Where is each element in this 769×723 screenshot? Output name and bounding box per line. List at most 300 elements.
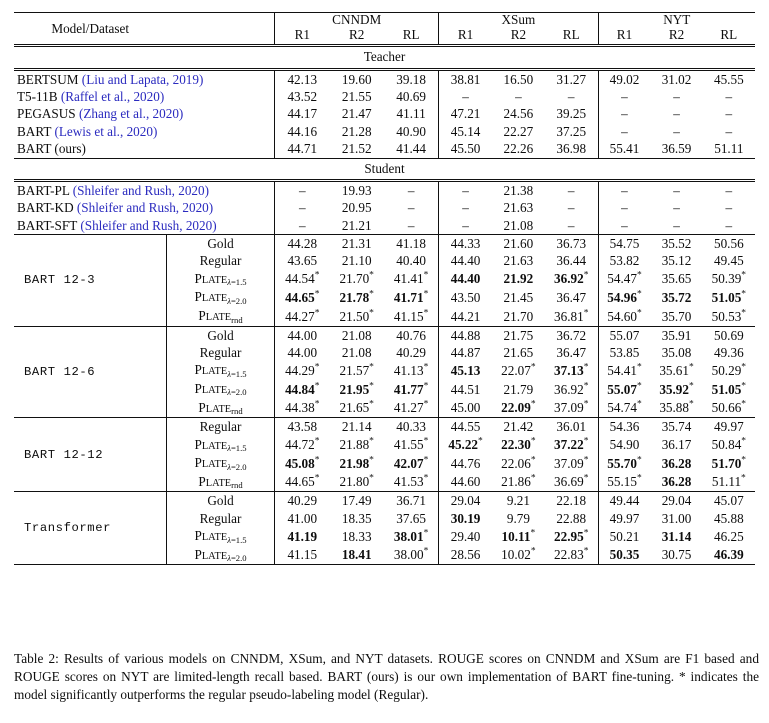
metric-cell: 35.61* <box>659 362 694 378</box>
variant-header-spacer <box>166 13 274 46</box>
metric-cell: 35.92* <box>659 381 694 397</box>
significance-star: * <box>688 399 694 410</box>
metric-cell: – <box>725 123 733 139</box>
metric-cell: 39.18 <box>384 69 439 88</box>
metric-cell: 21.28 <box>341 123 372 139</box>
metric-cell: 37.25 <box>556 123 587 139</box>
variant-cell <box>166 454 274 473</box>
metric-cell: 50.39* <box>711 271 747 287</box>
metric-cell: 50.84* <box>711 436 747 453</box>
metric-cell: 44.71 <box>275 140 330 158</box>
metric-cell: 18.35 <box>341 510 372 526</box>
metric-cell: 36.71 <box>384 492 439 510</box>
metric-cell: – <box>598 199 650 216</box>
metric-cell: 38.81 <box>439 69 492 88</box>
significance-star: * <box>636 473 642 484</box>
table-caption <box>14 650 759 704</box>
metric-cell: 49.97 <box>703 418 755 436</box>
metric-cell: 45.08* <box>275 454 330 473</box>
significance-star: * <box>583 546 589 557</box>
metric-cell: – <box>275 217 330 235</box>
variant-cell <box>166 252 274 269</box>
significance-star: * <box>314 362 320 373</box>
metric-cell: 50.56 <box>703 234 755 252</box>
table-row <box>14 69 755 88</box>
metric-cell: 21.38 <box>492 180 545 199</box>
metric-cell: 21.50* <box>339 308 374 324</box>
metric-cell: 21.14 <box>329 418 384 436</box>
metric-cell: 44.00 <box>275 326 330 344</box>
metric-cell: 36.59 <box>661 141 692 157</box>
metric-cell: – <box>725 217 733 233</box>
metric-cell: 21.75 <box>492 326 545 344</box>
metric-cell: 45.07 <box>703 492 755 510</box>
metric-header: R2 <box>668 27 685 43</box>
model-name-cell <box>14 88 275 105</box>
metric-cell: 21.78* <box>339 289 374 305</box>
significance-star: * <box>423 381 429 392</box>
metric-cell: 50.21 <box>598 527 650 546</box>
metric-cell: 35.08 <box>661 344 692 360</box>
metric-cell: 45.13 <box>439 361 492 380</box>
model-name: BART-KD <box>17 200 74 216</box>
dataset-group-header: CNNDM <box>275 13 439 29</box>
caption-text: Results of various models on CNNDM, XSum, and NYT datasets. ROUGE scores on CNNDM and XSum are F1 based and ROUGE scores on NYT are limited-length recall based. BART (ours) is our own implementation of BART fine-tuning. * indicates the model significantly outperforms the regular pseudo-labeling model (Regular). <box>14 651 759 703</box>
model-dataset-header: Model/Dataset <box>14 13 166 46</box>
metric-cell: – <box>567 217 575 233</box>
metric-cell: 43.52 <box>275 88 330 105</box>
metric-cell: – <box>439 180 492 199</box>
metric-cell: – <box>439 88 492 105</box>
metric-cell: 21.45 <box>503 290 534 305</box>
metric-cell: – <box>275 199 330 216</box>
metric-cell: 36.44 <box>556 253 587 269</box>
metric-cell: 51.11* <box>711 473 746 490</box>
metric-cell: 21.88* <box>339 436 374 453</box>
metric-cell: 54.47* <box>598 270 650 289</box>
metric-cell: 20.95 <box>341 200 372 216</box>
metric-cell: 53.85 <box>598 344 650 361</box>
variant-cell <box>166 326 274 344</box>
plate-label: $PLATE_{\lambda=1.5}$ <box>194 270 247 288</box>
metric-cell: 22.30* <box>501 436 536 453</box>
significance-star: * <box>423 436 429 447</box>
metric-cell: 18.33 <box>341 528 372 544</box>
metric-cell: 21.63 <box>503 200 534 216</box>
metric-cell: – <box>673 106 680 122</box>
metric-cell: 40.69 <box>396 89 426 105</box>
metric-cell: 36.98 <box>556 141 587 157</box>
table-figure-page <box>0 12 769 723</box>
metric-cell: – <box>650 180 702 199</box>
metric-cell: 21.79 <box>503 381 534 397</box>
metric-cell: 41.77* <box>393 381 429 397</box>
metric-cell: 21.08 <box>341 344 372 360</box>
metric-cell: 55.07* <box>598 380 650 399</box>
table-row <box>14 140 755 158</box>
metric-cell: 45.00 <box>439 398 492 417</box>
significance-star: * <box>530 473 536 484</box>
metric-cell: 44.84* <box>275 380 330 399</box>
metric-cell: 21.98* <box>339 455 374 471</box>
metric-cell: 31.14 <box>661 528 692 544</box>
variant-cell <box>166 270 274 289</box>
citation-link[interactable]: (Shleifer and Rush, 2020) <box>76 200 214 216</box>
metric-cell: 29.40 <box>439 527 492 546</box>
metric-cell: 42.13 <box>275 69 330 88</box>
metric-cell: 44.40 <box>439 252 492 269</box>
metric-cell: 22.09* <box>501 399 536 416</box>
significance-star: * <box>636 308 642 319</box>
model-name-cell <box>14 180 275 199</box>
variant-label: Regular <box>199 253 242 269</box>
plate-label: $PLATE_{\lambda=2.0}$ <box>194 546 247 564</box>
model-name-cell <box>14 123 275 140</box>
metric-cell: 44.76 <box>439 454 492 473</box>
metric-cell: 35.88* <box>659 399 694 416</box>
metric-cell: 49.44 <box>598 492 650 510</box>
metric-cell: 19.60 <box>329 69 384 88</box>
metric-cell: 10.11* <box>501 528 536 544</box>
table-row <box>14 492 755 510</box>
metric-cell: 21.21 <box>341 217 372 233</box>
significance-star: * <box>741 308 747 319</box>
citation-link[interactable]: (Raffel et al., 2020) <box>60 89 165 105</box>
metric-cell: 49.45 <box>713 253 744 269</box>
significance-star: * <box>741 362 747 373</box>
metric-cell: 54.74* <box>598 398 650 417</box>
metric-cell: 39.25 <box>556 106 587 122</box>
significance-star: * <box>741 455 747 466</box>
metric-cell: 50.29* <box>711 362 747 378</box>
metric-cell: 41.53* <box>393 473 429 490</box>
metric-cell: 21.42 <box>492 418 545 436</box>
metric-cell: 44.17 <box>275 105 330 122</box>
metric-cell: 46.39 <box>713 547 744 563</box>
metric-cell: 22.83* <box>554 546 589 563</box>
metric-cell: 41.15 <box>275 546 330 565</box>
metric-cell: 29.04 <box>650 492 702 510</box>
metric-header: RL <box>720 27 738 43</box>
metric-cell: 45.55 <box>703 69 755 88</box>
metric-cell: 49.97 <box>598 510 650 527</box>
metric-cell: 49.36 <box>713 344 744 360</box>
metric-cell: 54.60* <box>598 307 650 326</box>
significance-star: * <box>583 381 589 392</box>
variant-cell <box>166 473 274 492</box>
metric-cell: 22.88 <box>556 510 587 526</box>
significance-star: * <box>314 289 320 300</box>
significance-star: * <box>369 289 374 300</box>
metric-cell: 9.21 <box>492 492 545 510</box>
significance-star: * <box>636 271 642 282</box>
metric-cell: 40.90 <box>396 123 426 139</box>
metric-cell: 44.54* <box>275 270 330 289</box>
metric-cell: 55.07 <box>598 326 650 344</box>
metric-cell: 24.56 <box>503 106 534 122</box>
significance-star: * <box>583 399 589 410</box>
significance-star: * <box>741 289 747 300</box>
metric-cell: 44.16 <box>275 123 330 140</box>
metric-cell: 44.27* <box>275 307 330 326</box>
metric-header: R1 <box>439 28 492 46</box>
metric-cell: 40.33 <box>384 418 439 436</box>
metric-cell: 21.55 <box>341 89 372 105</box>
significance-star: * <box>530 528 536 539</box>
dataset-group-header: NYT <box>598 13 755 29</box>
significance-star: * <box>423 399 429 410</box>
significance-star: * <box>636 399 642 410</box>
plate-label: $PLATE_{\lambda=1.5}$ <box>194 528 247 545</box>
significance-star: * <box>530 455 536 466</box>
citation-link[interactable]: (Zhang et al., 2020) <box>78 106 184 122</box>
variant-label: Regular <box>199 510 242 526</box>
significance-star: * <box>636 455 642 466</box>
metric-cell: – <box>439 217 492 235</box>
caption-label: Table 2: <box>14 651 59 666</box>
metric-cell: 36.73 <box>545 234 598 252</box>
metric-cell: 36.47 <box>556 290 587 305</box>
metric-cell: 29.04 <box>439 492 492 510</box>
metric-cell: 37.22* <box>554 436 589 453</box>
metric-cell: 50.35 <box>598 546 650 565</box>
metric-cell: 54.96* <box>598 288 650 307</box>
significance-star: * <box>423 289 429 300</box>
metric-cell: 21.80* <box>339 473 374 490</box>
metric-cell: 55.15* <box>598 473 650 492</box>
metric-cell: 45.88 <box>713 510 744 526</box>
table-row <box>14 418 755 436</box>
variant-cell <box>166 307 274 326</box>
metric-cell: – <box>407 200 415 216</box>
variant-cell <box>166 288 274 307</box>
table-row <box>14 180 755 199</box>
significance-star: * <box>530 362 536 373</box>
significance-star: * <box>741 473 746 484</box>
significance-star: * <box>423 308 429 319</box>
model-name: BART-SFT <box>17 217 78 233</box>
significance-star: * <box>369 436 374 447</box>
metric-cell: – <box>725 106 733 122</box>
table-bottom-rule <box>14 565 755 566</box>
variant-cell <box>166 510 274 527</box>
metric-cell: 21.47 <box>341 106 372 122</box>
significance-star: * <box>369 362 374 373</box>
model-name: BERTSUM <box>17 71 79 87</box>
model-block-label: BART 12-3 <box>14 234 166 326</box>
significance-star: * <box>688 362 694 373</box>
metric-cell: 44.29* <box>275 361 330 380</box>
metric-cell: 35.12 <box>661 253 692 269</box>
metric-cell: 45.14 <box>439 123 492 140</box>
metric-cell: – <box>598 123 650 140</box>
metric-cell: 21.65 <box>503 344 534 360</box>
metric-cell: 36.92* <box>554 271 589 287</box>
metric-cell: 50.66* <box>711 399 747 416</box>
significance-star: * <box>314 271 320 282</box>
metric-cell: 44.21 <box>439 307 492 326</box>
metric-cell: 22.95* <box>554 528 589 544</box>
variant-cell <box>166 527 274 546</box>
metric-cell: 55.70* <box>598 454 650 473</box>
model-name-cell <box>14 69 275 88</box>
metric-cell: 21.70 <box>503 308 534 324</box>
significance-star: * <box>314 436 320 447</box>
metric-cell: 43.65 <box>275 252 330 269</box>
metric-cell: 31.00 <box>661 510 692 526</box>
variant-label: Gold <box>207 327 234 343</box>
metric-cell: 51.05* <box>711 381 747 397</box>
metric-cell: 35.74 <box>650 418 702 436</box>
metric-cell: – <box>673 217 680 233</box>
metric-cell: 19.93 <box>329 180 384 199</box>
metric-cell: – <box>725 200 733 216</box>
metric-cell: 37.09* <box>554 455 589 471</box>
metric-cell: – <box>545 180 598 199</box>
metric-header: RL <box>402 27 420 43</box>
citation-link[interactable]: (Liu and Lapata, 2019) <box>81 71 204 87</box>
significance-star: * <box>369 473 374 484</box>
variant-cell <box>166 398 274 417</box>
metric-cell: 36.01 <box>545 418 598 436</box>
metric-cell: 35.65 <box>661 271 692 287</box>
metric-cell: 45.50 <box>439 140 492 158</box>
model-name: T5-11B <box>17 89 58 105</box>
metric-cell: 41.13* <box>393 362 429 378</box>
metric-cell: – <box>598 88 650 105</box>
variant-label: Gold <box>207 236 234 252</box>
metric-cell: 54.41* <box>598 361 650 380</box>
significance-star: * <box>369 455 374 466</box>
significance-star: * <box>314 473 320 484</box>
metric-cell: 35.52 <box>650 234 702 252</box>
metric-cell: 41.15* <box>393 308 429 324</box>
metric-cell: 22.26 <box>503 141 534 157</box>
metric-cell: 44.60 <box>439 473 492 492</box>
plate-label: $PLATE_{rnd}$ <box>198 473 243 491</box>
significance-star: * <box>741 271 747 282</box>
model-block-label: Transformer <box>14 492 166 565</box>
metric-cell: 44.55 <box>439 418 492 436</box>
metric-header: R2 <box>349 27 365 43</box>
significance-star: * <box>583 436 589 447</box>
metric-cell: 44.65* <box>275 288 330 307</box>
metric-header: R1 <box>598 28 650 46</box>
metric-cell: 54.90 <box>598 435 650 454</box>
metric-cell: 41.27* <box>393 399 429 416</box>
metric-cell: – <box>439 199 492 216</box>
variant-label: Gold <box>207 493 234 509</box>
metric-cell: 44.00 <box>275 344 330 361</box>
metric-cell: 28.56 <box>439 546 492 565</box>
metric-cell: 40.29 <box>275 492 330 510</box>
metric-cell: 35.72 <box>661 290 692 305</box>
metric-cell: 36.81* <box>554 308 589 324</box>
plate-label: $PLATE_{\lambda=2.0}$ <box>194 289 247 306</box>
metric-cell: 41.11 <box>396 106 426 122</box>
table-row <box>14 105 755 122</box>
section-band-label: Student <box>14 158 755 180</box>
significance-star: * <box>423 528 429 539</box>
metric-cell: – <box>673 89 680 105</box>
table-row <box>14 123 755 140</box>
plate-label: $PLATE_{\lambda=1.5}$ <box>194 362 247 379</box>
significance-star: * <box>423 271 429 282</box>
significance-star: * <box>314 455 320 466</box>
significance-star: * <box>583 362 589 373</box>
metric-cell: 31.27 <box>545 69 598 88</box>
metric-cell: 50.69 <box>703 326 755 344</box>
plate-label: $PLATE_{rnd}$ <box>198 399 243 417</box>
citation-link[interactable]: (Shleifer and Rush, 2020) <box>80 217 217 233</box>
metric-cell: 41.19 <box>275 527 330 546</box>
results-table-body <box>14 13 755 566</box>
metric-cell: 36.92* <box>554 381 589 397</box>
metric-cell: 36.72 <box>545 326 598 344</box>
table-row <box>14 234 755 252</box>
metric-cell: 17.49 <box>329 492 384 510</box>
metric-cell: – <box>598 180 650 199</box>
metric-cell: 36.69* <box>554 473 589 490</box>
metric-cell: 30.19 <box>439 510 492 527</box>
metric-cell: 22.18 <box>545 492 598 510</box>
metric-cell: 51.70* <box>711 455 747 471</box>
metric-cell: 40.76 <box>384 326 439 344</box>
dataset-group-header: XSum <box>439 13 598 29</box>
metric-cell: 21.92 <box>503 271 534 287</box>
metric-cell: 37.09* <box>554 399 589 416</box>
metric-cell: 43.58 <box>275 418 330 436</box>
section-band-student <box>14 158 755 180</box>
significance-star: * <box>530 399 536 410</box>
metric-cell: 46.25 <box>713 528 744 544</box>
metric-cell: 9.79 <box>506 510 530 526</box>
variant-cell <box>166 435 274 454</box>
variant-cell <box>166 380 274 399</box>
metric-cell: 21.70* <box>339 271 374 287</box>
citation-link[interactable]: (Lewis et al., 2020) <box>54 123 158 139</box>
plate-label: $PLATE_{rnd}$ <box>198 308 243 325</box>
significance-star: * <box>583 473 589 484</box>
metric-cell: – <box>673 200 680 216</box>
significance-star: * <box>583 308 589 319</box>
metric-header: RL <box>562 27 580 43</box>
table-row <box>14 199 755 216</box>
variant-cell <box>166 344 274 361</box>
significance-star: * <box>314 399 320 410</box>
header-group-row <box>14 13 755 29</box>
significance-star: * <box>636 289 642 300</box>
model-name: PEGASUS <box>17 106 76 122</box>
metric-cell: 10.02* <box>501 546 536 563</box>
plate-label: $PLATE_{\lambda=2.0}$ <box>194 455 247 472</box>
metric-cell: – <box>598 217 650 235</box>
citation-link[interactable]: (Shleifer and Rush, 2020) <box>72 182 210 198</box>
metric-cell: 41.44 <box>396 141 426 157</box>
metric-cell: 51.11 <box>714 141 744 157</box>
metric-cell: 21.57* <box>339 362 374 378</box>
metric-cell: 45.22* <box>439 435 492 454</box>
variant-label: Regular <box>199 344 242 360</box>
significance-star: * <box>741 399 747 410</box>
significance-star: * <box>741 436 747 447</box>
significance-star: * <box>369 271 374 282</box>
metric-cell: 21.95* <box>339 381 374 397</box>
significance-star: * <box>369 308 374 319</box>
metric-cell: 43.50 <box>439 288 492 307</box>
significance-star: * <box>423 362 429 373</box>
metric-cell: – <box>673 123 680 139</box>
